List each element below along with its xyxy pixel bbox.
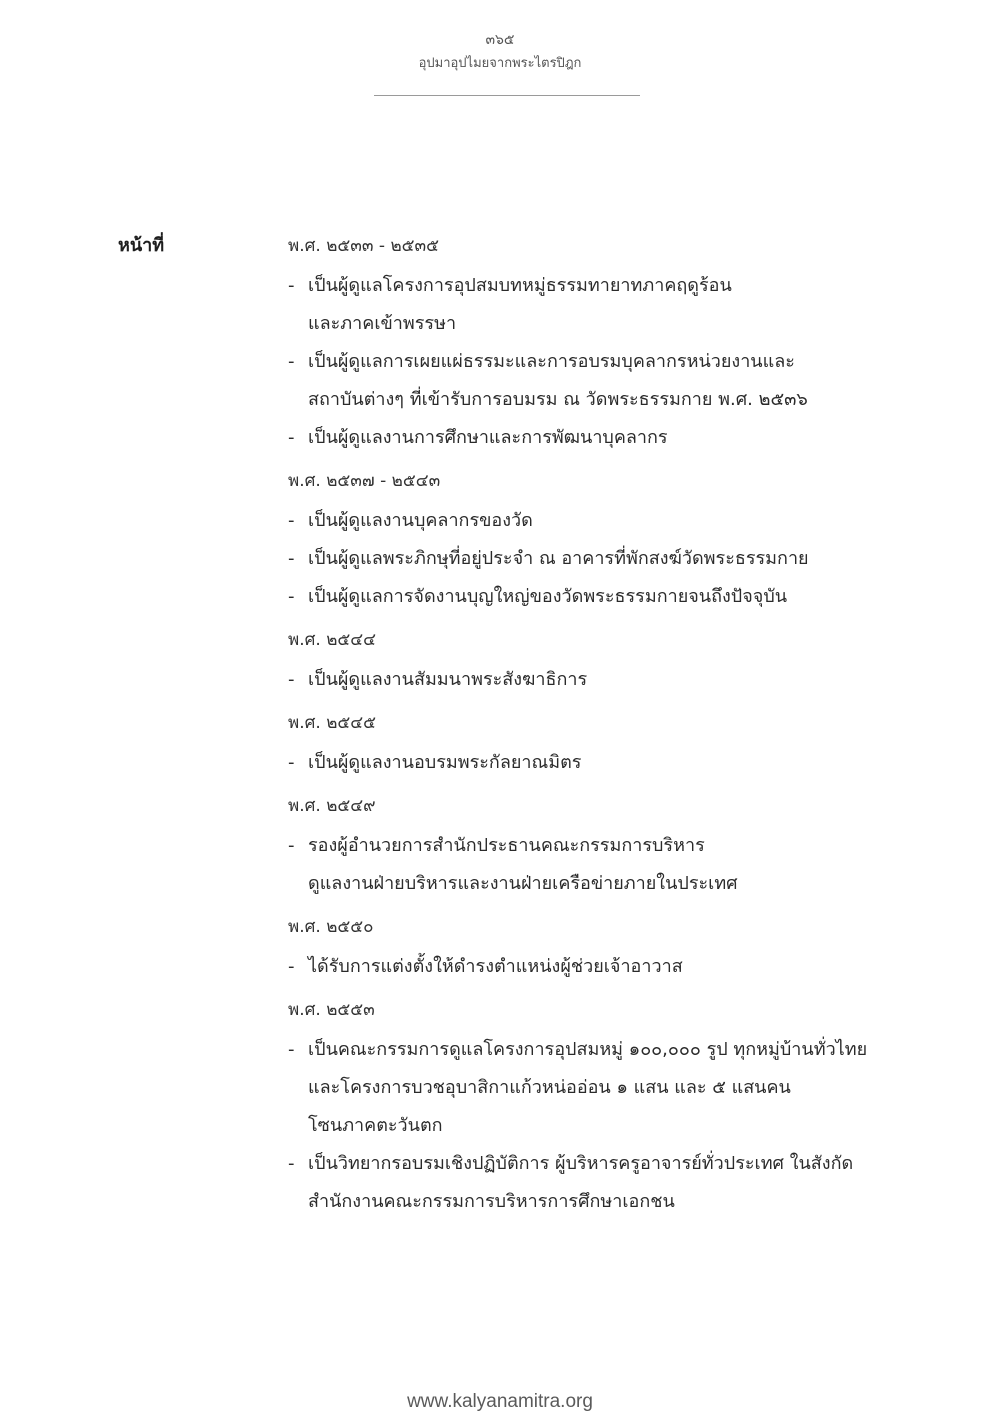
duty-item-line: และภาคเข้าพรรษา <box>308 313 457 334</box>
year-heading: พ.ศ. ๒๕๕๓ <box>288 1000 375 1020</box>
duty-item <box>288 948 888 986</box>
duty-item-line: ได้รับการแต่งตั้งให้ดำรงตำแหน่งผู้ช่วยเจ้าอาวาส <box>308 956 683 977</box>
duty-item-line: ดูแลงานฝ่ายบริหารและงานฝ่ายเครือข่ายภายในประเทศ <box>308 873 738 894</box>
duty-item <box>288 1031 888 1145</box>
year-block <box>288 709 888 782</box>
duty-item-line: โซนภาคตะวันตก <box>308 1115 443 1136</box>
duty-item-line: สำนักงานคณะกรรมการบริหารการศึกษาเอกชน <box>308 1191 675 1212</box>
year-heading: พ.ศ. ๒๕๔๙ <box>288 796 376 816</box>
duty-item <box>288 502 888 540</box>
bullet-dash: - <box>288 548 295 569</box>
duty-item-line: เป็นผู้ดูแลงานบุคลากรของวัด <box>308 510 533 531</box>
year-block <box>288 232 888 457</box>
bullet-dash: - <box>288 351 295 372</box>
duty-item-line: เป็นผู้ดูแลงานการศึกษาและการพัฒนาบุคลากร <box>308 427 668 448</box>
bullet-dash: - <box>288 835 295 856</box>
bullet-dash: - <box>288 669 295 690</box>
duty-item-line: เป็นผู้ดูแลงานสัมมนาพระสังฆาธิการ <box>308 669 588 690</box>
duty-item <box>288 827 888 903</box>
duty-item <box>288 578 888 616</box>
year-heading: พ.ศ. ๒๕๓๓ - ๒๕๓๕ <box>288 236 440 256</box>
year-block <box>288 792 888 903</box>
bullet-dash: - <box>288 1153 295 1174</box>
year-block <box>288 913 888 986</box>
duties-timeline <box>288 232 888 1231</box>
bullet-dash: - <box>288 956 295 977</box>
page-header <box>0 30 1000 74</box>
duty-item-line: เป็นคณะกรรมการดูแลโครงการอุปสมหมู่ ๑๐๐,๐๐๐ รูป ทุกหมู่บ้านทั่วไทย <box>308 1039 868 1060</box>
duty-item <box>288 267 888 343</box>
footer-website: www.kalyanamitra.org <box>407 1391 593 1412</box>
year-heading: พ.ศ. ๒๕๔๕ <box>288 713 377 733</box>
bullet-dash: - <box>288 586 295 607</box>
page-number: ๓๖๕ <box>485 32 515 48</box>
duty-item <box>288 1145 888 1221</box>
duty-item-line: เป็นผู้ดูแลการจัดงานบุญใหญ่ของวัดพระธรรมกายจนถึงปัจจุบัน <box>308 586 788 607</box>
book-title: อุปมาอุปไมยจากพระไตรปิฎก <box>418 56 582 71</box>
duty-item-line: รองผู้อำนวยการสำนักประธานคณะกรรมการบริหาร <box>308 835 705 856</box>
duty-item <box>288 419 888 457</box>
duty-item <box>288 661 888 699</box>
section-label: หน้าที่ <box>118 235 165 256</box>
bullet-dash: - <box>288 752 295 773</box>
duty-item-line: และโครงการบวชอุบาสิกาแก้วหน่ออ่อน ๑ แสน และ ๕ แสนคน <box>308 1077 791 1098</box>
duty-item <box>288 744 888 782</box>
year-block <box>288 996 888 1221</box>
header-divider <box>374 95 640 96</box>
bullet-dash: - <box>288 275 295 296</box>
year-heading: พ.ศ. ๒๕๓๗ - ๒๕๔๓ <box>288 471 441 491</box>
bullet-dash: - <box>288 1039 295 1060</box>
duty-item-line: เป็นผู้ดูแลการเผยแผ่ธรรมะและการอบรมบุคลากรหน่วยงานและ <box>308 351 795 372</box>
year-block <box>288 626 888 699</box>
bullet-dash: - <box>288 427 295 448</box>
duty-item-line: สถาบันต่างๆ ที่เข้ารับการอบมรม ณ วัดพระธรรมกาย พ.ศ. ๒๕๓๖ <box>308 389 808 410</box>
year-heading: พ.ศ. ๒๕๕๐ <box>288 917 374 937</box>
duty-item-line: เป็นผู้ดูแลงานอบรมพระกัลยาณมิตร <box>308 752 582 773</box>
duty-item-line: เป็นวิทยากรอบรมเชิงปฏิบัติการ ผู้บริหารครูอาจารย์ทั่วประเทศ ในสังกัด <box>308 1153 854 1174</box>
bullet-dash: - <box>288 510 295 531</box>
duty-item-line: เป็นผู้ดูแลโครงการอุปสมบทหมู่ธรรมทายาทภาคฤดูร้อน <box>308 275 732 296</box>
year-block <box>288 467 888 616</box>
duty-item <box>288 540 888 578</box>
duty-item-line: เป็นผู้ดูแลพระภิกษุที่อยู่ประจำ ณ อาคารที่พักสงฆ์วัดพระธรรมกาย <box>308 548 809 569</box>
duty-item <box>288 343 888 419</box>
year-heading: พ.ศ. ๒๕๔๔ <box>288 630 377 650</box>
